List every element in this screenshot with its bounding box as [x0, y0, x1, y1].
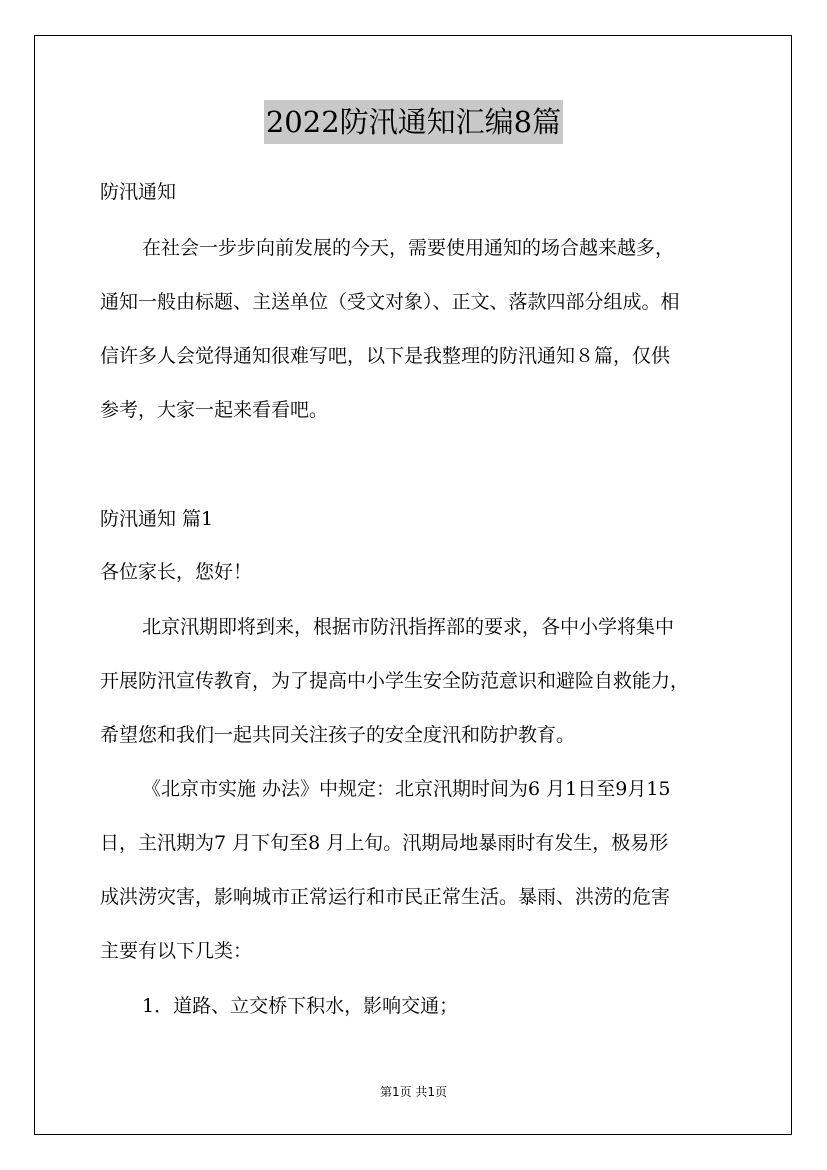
paragraph-2-line-3: 成洪涝灾害，影响城市正常运行和市民正常生活。暴雨、洪涝的危害 — [100, 886, 671, 908]
paragraph-1-line-1: 北京汛期即将到来，根据市防汛指挥部的要求，各中小学将集中 — [142, 616, 675, 638]
paragraph-1-line-2: 开展防汛宣传教育，为了提高中小学生安全防范意识和避险自救能力， — [100, 670, 690, 692]
paragraph-2-line-4: 主要有以下几类： — [100, 940, 253, 962]
intro-heading: 防汛通知 — [100, 181, 177, 203]
list-item-1: 1．道路、立交桥下积水，影响交通； — [142, 995, 459, 1017]
intro-line-1: 在社会一步步向前发展的今天，需要使用通知的场合越来越多， — [142, 237, 675, 259]
section-heading: 防汛通知 篇1 — [100, 508, 214, 530]
paragraph-2-line-2: 日，主汛期为7 月下旬至8 月上旬。汛期局地暴雨时有发生，极易形 — [100, 832, 669, 854]
document-title-text: 2022防汛通知汇编8篇 — [264, 100, 563, 144]
intro-line-2: 通知一般由标题、主送单位（受文对象）、正文、落款四部分组成。相 — [100, 291, 680, 313]
document-title — [0, 100, 827, 144]
intro-line-4: 参考，大家一起来看看吧。 — [100, 399, 329, 421]
page-number: 第1页 共1页 — [379, 1085, 448, 1099]
intro-line-3: 信许多人会觉得通知很难写吧，以下是我整理的防汛通知８篇，仅供 — [100, 345, 671, 367]
paragraph-1-line-3: 希望您和我们一起共同关注孩子的安全度汛和防护教育。 — [100, 724, 576, 746]
greeting: 各位家长，您好！ — [100, 561, 253, 583]
paragraph-2-line-1: 《北京市实施 办法》中规定：北京汛期时间为6 月1日至9月15 — [142, 778, 671, 800]
